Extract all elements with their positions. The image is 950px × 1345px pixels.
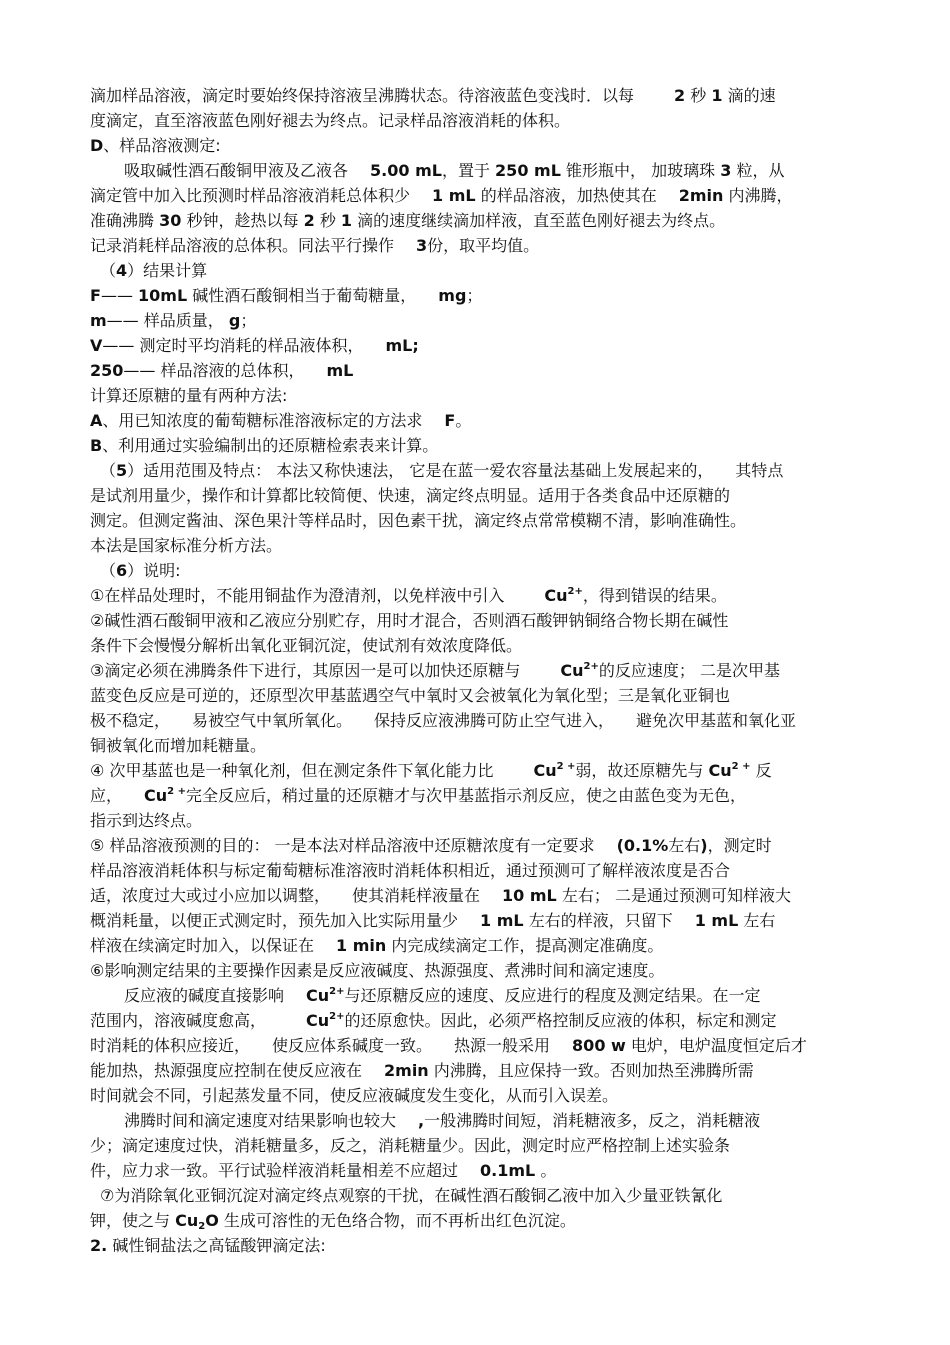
- text-line: A、用已知浓度的葡萄糖标准溶液标定的方法求 F。: [90, 411, 472, 430]
- text-line: 沸腾时间和滴定速度对结果影响也较大 ,一般沸腾时间短，消耗糖液多，反之，消耗糖液: [124, 1111, 761, 1130]
- text-line: ⑤ 样品溶液预测的目的： 一是本法对样品溶液中还原糖浓度有一定要求 (0.1%左右)，测定时: [90, 836, 772, 855]
- text-line: 是试剂用量少，操作和计算都比较简便、快速，滴定终点明显。适用于各类食品中还原糖的: [90, 486, 731, 505]
- section-heading: D、样品溶液测定:: [90, 136, 221, 155]
- text-line: 适，浓度过大或过小应加以调整， 使其消耗样液量在 10 mL 左右； 二是通过预测可知样液大: [90, 886, 791, 905]
- formula-term-m: m—— 样品质量， g；: [90, 311, 257, 330]
- text-line: 吸取碱性酒石酸铜甲液及乙液各 5.00 mL，置于 250 mL 锥形瓶中， 加玻璃珠 3 粒，从: [124, 161, 785, 180]
- text-line: 件，应力求一致。平行试验样液消耗量相差不应超过 0.1mL 。: [90, 1161, 557, 1180]
- text-line: 准确沸腾 30 秒钟，趁热以每 2 秒 1 滴的速度继续滴加样液，直至蓝色刚好褪去为终点。: [90, 211, 726, 230]
- text-line: 记录消耗样品溶液的总体积。同法平行操作 3份，取平均值。: [90, 236, 540, 255]
- text-line: 概消耗量，以便正式测定时，预先加入比实际用量少 1 mL 左右的样液，只留下 1 mL 左右: [90, 911, 776, 930]
- section-heading: 2. 碱性铜盐法之高锰酸钾滴定法:: [90, 1236, 326, 1255]
- text-line: 铜被氧化而增加耗糖量。: [90, 736, 267, 755]
- text-line: 应， $Cu^{2 +}$完全反应后，稍过量的还原糖才与次甲基蓝指示剂反应，使之由蓝色变为无色，: [90, 786, 746, 805]
- text-line: 时间就会不同，引起蒸发量不同，使反应液碱度发生变化，从而引入误差。: [90, 1086, 619, 1105]
- text-line: 样液在续滴定时加入，以保证在 1 min 内完成续滴定工作，提高测定准确度。: [90, 936, 664, 955]
- text-line: 计算还原糖的量有两种方法:: [90, 386, 288, 405]
- text-line: 滴加样品溶液，滴定时要始终保持溶液呈沸腾状态。待溶液蓝色变浅时．以每 2 秒 1 滴的速: [90, 86, 776, 105]
- text-line: 少；滴定速度过快，消耗糖量多，反之，消耗糖量少。因此，测定时应严格控制上述实验条: [90, 1136, 731, 1155]
- formula-term-250: 250—— 样品溶液的总体积， mL: [90, 361, 354, 380]
- text-line: 滴定管中加入比预测时样品溶液消耗总体积少 1 mL 的样品溶液，加热使其在 2min 内沸腾，: [90, 186, 793, 205]
- text-line: 极不稳定， 易被空气中氧所氧化。 保持反应液沸腾可防止空气进入， 避免次甲基蓝和氧化亚: [90, 711, 797, 730]
- text-line: ②碱性酒石酸铜甲液和乙液应分别贮存，用时才混合，否则酒石酸钾钠铜络合物长期在碱性: [90, 611, 729, 630]
- text-line: ④ 次甲基蓝也是一种氧化剂，但在测定条件下氧化能力比 $Cu^{2 +}$弱，故还原糖先与 $Cu^{2 +}$ 反: [90, 761, 772, 780]
- text-line: 反应液的碱度直接影响 $Cu^{2+}$与还原糖反应的速度、反应进行的程度及测定结果。在一定: [124, 986, 761, 1005]
- text-line: 范围内，溶液碱度愈高， $Cu^{2+}$的还原愈快。因此，必须严格控制反应液的体积，标定和测定: [90, 1011, 777, 1030]
- text-line: 本法是国家标准分析方法。: [90, 536, 283, 555]
- section-heading: （6）说明:: [100, 561, 181, 580]
- section-heading: （4）结果计算: [100, 261, 208, 280]
- text-line: 指示到达终点。: [90, 811, 203, 830]
- formula-term-f: F—— 10mL 碱性酒石酸铜相当于葡萄糖量， mg；: [90, 286, 483, 305]
- text-line: 能加热，热源强度应控制在使反应液在 2min 内沸腾，且应保持一致。否则加热至沸腾所需: [90, 1061, 754, 1080]
- text-line: 钾，使之与 $Cu_2O$ 生成可溶性的无色络合物，而不再析出红色沉淀。: [90, 1211, 576, 1232]
- formula-term-v: V—— 测定时平均消耗的样品液体积， mL;: [90, 336, 419, 355]
- text-line: B、利用通过实验编制出的还原糖检索表来计算。: [90, 436, 439, 455]
- section-heading: （5）适用范围及特点： 本法又称快速法， 它是在蓝一爱农容量法基础上发展起来的， 其特点: [100, 461, 784, 480]
- text-line: ⑦为消除氧化亚铜沉淀对滴定终点观察的干扰，在碱性酒石酸铜乙液中加入少量亚铁氰化: [100, 1186, 723, 1205]
- text-line: 样品溶液消耗体积与标定葡萄糖标准溶液时消耗体积相近，通过预测可了解样液浓度是否合: [90, 861, 731, 880]
- text-line: 蓝变色反应是可逆的，还原型次甲基蓝遇空气中氧时又会被氧化为氧化型；三是氧化亚铜也: [90, 686, 731, 705]
- text-line: 测定。但测定酱油、深色果汁等样品时，因色素干扰，滴定终点常常模糊不清，影响准确性。: [90, 511, 747, 530]
- text-line: ⑥影响测定结果的主要操作因素是反应液碱度、热源强度、煮沸时间和滴定速度。: [90, 961, 665, 980]
- text-line: 时消耗的体积应接近， 使反应体系碱度一致。 热源一般采用 800 w 电炉，电炉温度恒定后才: [90, 1036, 807, 1055]
- text-line: 度滴定，直至溶液蓝色刚好褪去为终点。记录样品溶液消耗的体积。: [90, 111, 571, 130]
- text-line: 条件下会慢慢分解析出氧化亚铜沉淀，使试剂有效浓度降低。: [90, 636, 523, 655]
- text-line: ①在样品处理时，不能用铜盐作为澄清剂，以免样液中引入 $Cu^{2+}$，得到错误的结果。: [90, 586, 727, 605]
- text-line: ③滴定必须在沸腾条件下进行，其原因一是可以加快还原糖与 $Cu^{2+}$的反应速度； 二是次甲基: [90, 661, 780, 680]
